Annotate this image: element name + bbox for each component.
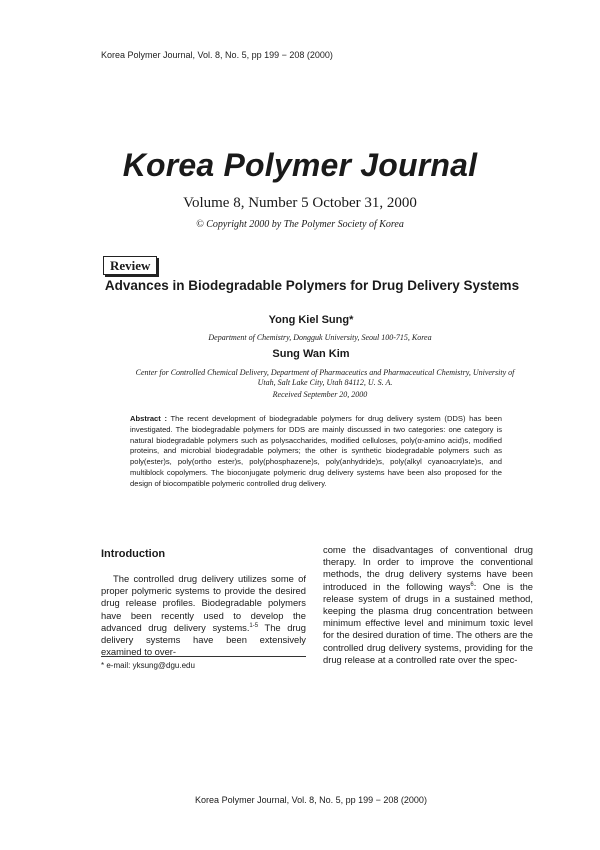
author-affiliation-1: Department of Chemistry, Dongguk University, Seoul 100-715, Korea bbox=[208, 333, 432, 342]
citation-superscript: 6 bbox=[470, 581, 474, 588]
author-name-1: Yong Kiel Sung* bbox=[268, 314, 354, 326]
intro-left-column bbox=[101, 573, 306, 658]
running-head: Korea Polymer Journal, Vol. 8, No. 5, pp 199 − 208 (2000) bbox=[101, 50, 333, 60]
section-heading-introduction: Introduction bbox=[101, 548, 166, 560]
abstract-text: The recent development of biodegradable polymers for drug delivery system (DDS) has been investigated. The biodegradable polymers for DDS are mainly discussed in two categories: one category is natural biodegradable polymers such as polysaccharides, modified celluloses, poly(α-amino acid)s, modified proteins, and microbial biodegradable polymers; the other is synthetic biodegradable polymers such as poly(ester)s, poly(ortho ester)s, poly(phosphazene)s, poly(anhydride)s, poly(alkyl cyanoacrylate)s, and multiblock copolymers. The bioconjugate polymeric drug delivery systems have been also proposed for the design of biocompatible polymeric controlled drug delivery. bbox=[130, 414, 502, 488]
intro-left-text-a: The controlled drug delivery utilizes some of proper polymeric systems to provide the desired drug release profiles. Biodegradable polymers have been recently used to develop the advanced drug delivery systems. bbox=[101, 573, 306, 633]
intro-right-text-b: : One is the release system of drugs in a sustained method, keeping the plasma drug concentration between minimum effective level and minimum toxic level for the desired duration of time. The others are the controlled drug delivery systems, providing for the drug release at a controlled rate over the spec- bbox=[323, 580, 533, 665]
received-date: Received September 20, 2000 bbox=[272, 390, 368, 399]
abstract-label: Abstract : bbox=[130, 414, 167, 423]
author-name-2: Sung Wan Kim bbox=[272, 348, 350, 360]
intro-right-text-a: come the disadvantages of conventional drug therapy. In order to improve the conventional methods, the drug delivery systems have been introduced in the following ways bbox=[323, 544, 533, 592]
page-footer: Korea Polymer Journal, Vol. 8, No. 5, pp 199 − 208 (2000) bbox=[195, 795, 427, 805]
intro-left-text-b: The drug delivery systems have been extensively examined to over- bbox=[101, 621, 306, 658]
abstract bbox=[130, 414, 502, 490]
article-title: Advances in Biodegradable Polymers for Drug Delivery Systems bbox=[104, 278, 520, 293]
section-label-review: Review bbox=[103, 256, 157, 275]
footnote-email: * e-mail: yksung@dgu.edu bbox=[101, 661, 195, 670]
author-affiliation-2: Center for Controlled Chemical Delivery, Department of Pharmaceutics and Pharmaceutical Chemistry, University of Utah, Salt Lake City, Utah 84112, U. S. A. bbox=[135, 368, 515, 387]
volume-line: Volume 8, Number 5 October 31, 2000 bbox=[183, 195, 417, 211]
journal-title: Korea Polymer Journal bbox=[122, 147, 478, 183]
intro-right-column bbox=[323, 544, 533, 666]
copyright-line: © Copyright 2000 by The Polymer Society of Korea bbox=[196, 219, 404, 230]
footnote-divider bbox=[101, 656, 306, 657]
citation-superscript: 1-5 bbox=[249, 622, 259, 629]
